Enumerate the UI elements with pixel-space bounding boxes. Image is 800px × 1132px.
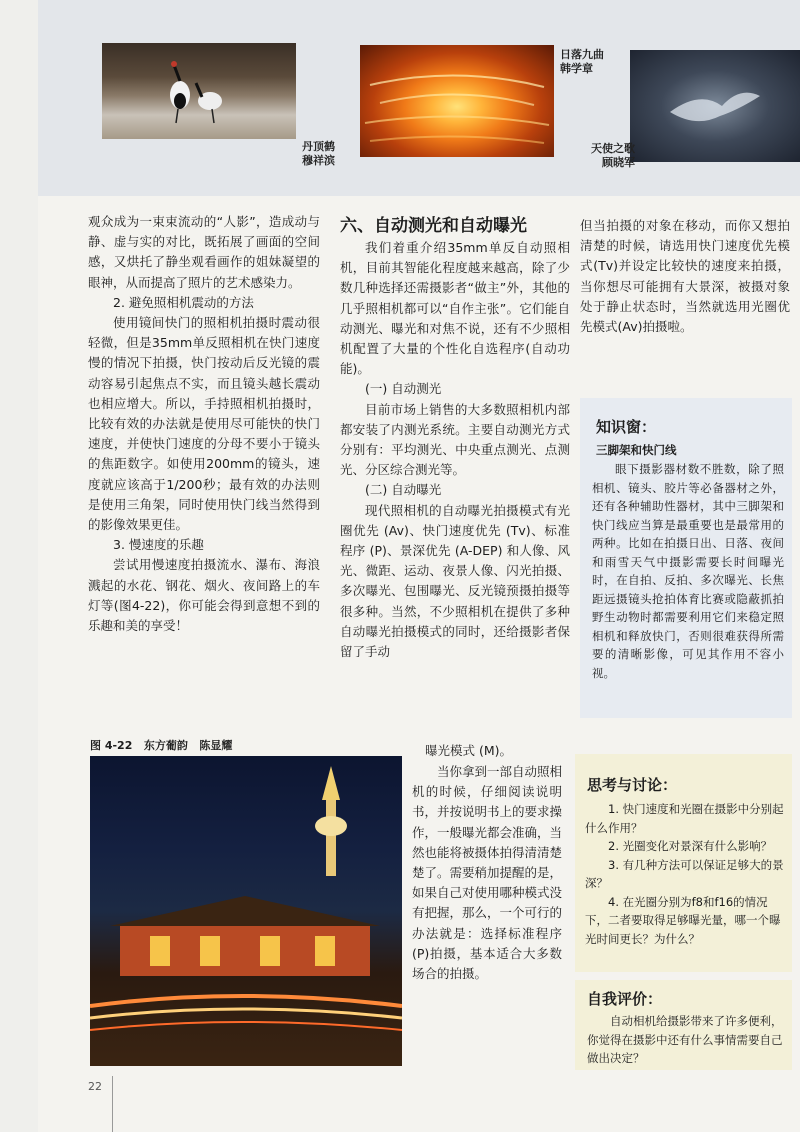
photo-2-title: 日落九曲 <box>560 48 604 61</box>
figure-label: 图 4-22 <box>90 739 133 752</box>
col2-subheading-1: (一) 自动测光 <box>365 381 442 397</box>
figure-title: 东方葡韵 <box>143 739 188 752</box>
photo-3-author: 顾晓军 <box>602 156 635 169</box>
col2-paragraph-2: 目前市场上销售的大多数照相机内部都安装了内测光系统。主要自动测光方式分别有：平均测光、中央重点测光、点测光、分区综合测光等。 <box>340 401 570 478</box>
knowledge-title: 知识窗： <box>596 418 657 436</box>
knowledge-box <box>580 398 792 718</box>
page-divider <box>112 1076 113 1132</box>
photo-1-author: 穆祥滨 <box>302 154 335 167</box>
column-1 <box>88 212 320 636</box>
sunset-photo <box>360 45 554 157</box>
col2-paragraph-1: 我们着重介绍35mm单反自动照相机，目前其智能化程度越来越高，除了少数几种选择还需摄影者“做主”外，其他的几乎照相机都可以“自作主张”。它们能自动测光、曝光和对焦不说，还有不少照相机配置了大量的个性化自选程序(自动功能)。 <box>340 240 570 377</box>
col1-heading-2: 2. 避免照相机震动的方法 <box>113 294 254 310</box>
self-eval-text: 自动相机给摄影带来了许多便利，你觉得在摄影中还有什么事情需要自己做出决定？ <box>587 1014 783 1065</box>
discussion-questions <box>585 800 785 948</box>
photo-caption-1 <box>302 140 362 168</box>
col2-paragraph-3: 现代照相机的自动曝光拍摄模式有光圈优先 (Av)、快门速度优先 (Tv)、标准程序 (P)、景深优先 (A-DEP) 和人像、风光、微距、运动、夜景人像、闪光拍摄、多次曝光、包围曝光、反光镜预摄拍摄等很多种。当然，不少照相机在提供了多种自动曝光拍摄模式的同时，还给摄影者保留了手动 <box>340 502 570 660</box>
self-eval-box <box>575 980 792 1070</box>
night-temple-photo <box>90 756 402 1066</box>
column-2 <box>340 214 570 662</box>
photo-3-title: 天使之歌 <box>591 142 635 155</box>
figure-caption <box>90 737 232 753</box>
photo-caption-2 <box>560 48 620 76</box>
col2-wrap-area <box>412 762 562 984</box>
swan-photo <box>630 50 800 162</box>
col2-paragraph-3-end: 曝光模式 (M)。 <box>425 743 513 758</box>
column-3 <box>580 216 790 337</box>
col1-paragraph-2: 使用镜间快门的照相机拍摄时震动很轻微，但是35mm单反照相机在快门速度慢的情况下拍摄，快门按动后反光镜的震动容易引起焦点不实，而且镜头越长震动也相应增大。所以，手持照相机拍摄时，比较有效的办法就是使用尽可能快的快门速度，并使快门速度的分母不要小于镜头的焦距数字。如使用200mm的镜头，速度就应该高于1/200秒；最有效的办法则是使用三角架，同时使用快门线当然得到的影像效果更佳。 <box>88 315 320 533</box>
photo-caption-3 <box>575 142 635 170</box>
col1-heading-3: 3. 慢速度的乐趣 <box>113 537 204 553</box>
col2-paragraph-4: 当你拿到一部自动照相机的时候，仔细阅读说明书，并按说明书上的要求操作，一般曝光都会准确，当然也能将被摄体拍得清清楚楚了。需要稍加提醒的是，如果自己对使用哪种模式没有把握，那么，一个可行的办法就是：选择标准程序(P)拍摄，基本适合大多数场合的拍摄。 <box>412 764 563 982</box>
section-heading: 六、自动测光和自动曝光 <box>340 216 527 236</box>
page-number: 22 <box>88 1080 102 1093</box>
question-2: 2. 光圈变化对景深有什么影响？ <box>608 839 773 853</box>
crane-photo <box>102 43 296 139</box>
discussion-title: 思考与讨论： <box>587 776 678 794</box>
knowledge-subtitle: 三脚架和快门线 <box>596 443 677 457</box>
left-margin <box>0 0 38 1132</box>
col1-paragraph-1: 观众成为一束束流动的“人影”，造成动与静、虚与实的对比，既拓展了画面的空间感，又烘托了静坐观看画作的姐妹凝望的眼神，从而提高了照片的艺术感染力。 <box>88 214 320 290</box>
col2-subheading-2: (二) 自动曝光 <box>365 482 442 498</box>
col1-paragraph-3: 尝试用慢速度拍摄流水、瀑布、海浪溅起的水花、钢花、烟火、夜间路上的车灯等(图4-22)，你可能会得到意想不到的乐趣和美的享受！ <box>88 557 320 634</box>
knowledge-text: 眼下摄影器材数不胜数，除了照相机、镜头、胶片等必备器材之外，还有各种辅助性器材，其中三脚架和快门线应当算是最重要也是最常用的两种。比如在拍摄日出、日落、夜间和雨雪天气中摄影需要长时间曝光时，在自拍、反拍、多次曝光、长焦距远摄镜头抢拍体育比赛或隐蔽抓拍野生动物时都需要利用它们来稳定照相机和释放快门，否则很难获得所需要的清晰影像，可见其作用不容小视。 <box>592 462 784 680</box>
figure-author: 陈显耀 <box>199 739 233 752</box>
question-1: 1. 快门速度和光圈在摄影中分别起什么作用？ <box>585 802 784 835</box>
question-3: 3. 有几种方法可以保证足够大的景深？ <box>585 857 784 890</box>
photo-1-title: 丹顶鹤 <box>302 140 335 153</box>
self-eval-title: 自我评价： <box>587 990 663 1008</box>
question-4: 4. 在光圈分别为f8和f16的情况下，二者要取得足够曝光量，哪一个曝光时间更长？为什么？ <box>585 894 781 946</box>
discussion-box <box>575 754 792 972</box>
col3-paragraph-1: 但当拍摄的对象在移动，而你又想拍清楚的时候，请选用快门速度优先模式(Tv)并设定比较快的速度来拍摄，当你想尽可能拥有大景深，被摄对象处于静止状态时，当然就选用光圈优先模式(Av)拍摄啦。 <box>580 218 790 335</box>
photo-2-author: 韩学章 <box>560 62 593 75</box>
